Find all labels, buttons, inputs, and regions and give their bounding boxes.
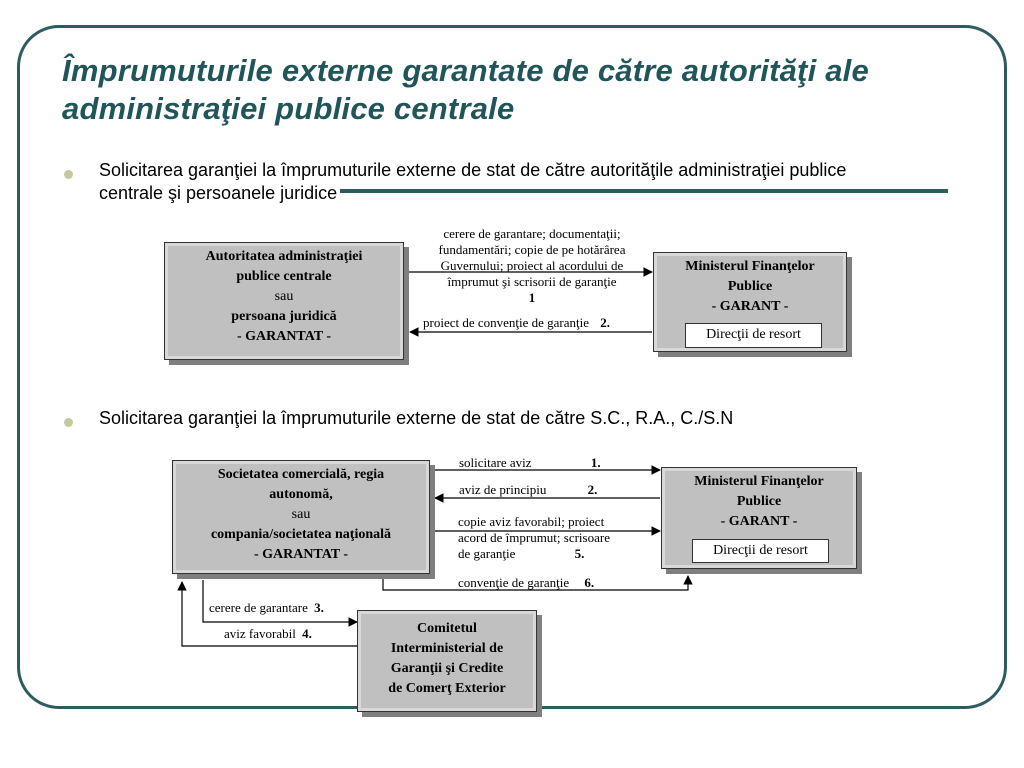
d1-left-line4: persoana juridică — [231, 309, 337, 324]
d2-bottom-line1: Comitetul — [417, 621, 477, 636]
d2-a2-text: aviz de principiu — [459, 482, 547, 497]
d1-right-line1: Ministerul Finanţelor — [685, 259, 815, 274]
d2-a5-label — [458, 514, 610, 562]
d2-guaranteed-box — [172, 460, 430, 574]
d2-a1-text: solicitare aviz — [459, 455, 532, 470]
d2-a2-label — [459, 482, 597, 498]
d2-a3-text: cerere de garantare — [209, 600, 308, 615]
d1-guaranteed-box — [164, 242, 404, 360]
d1-convention-label — [423, 315, 610, 331]
bullet-2-text: Solicitarea garanţiei la împrumuturile externe de stat de către S.C., R.A., C./S.N — [99, 408, 734, 428]
d2-a3-label — [209, 600, 324, 616]
d2-a4-text: aviz favorabil — [224, 626, 296, 641]
d2-a5-line2: acord de împrumut; scrisoare — [458, 530, 610, 545]
d2-left-line4: compania/societatea naţională — [210, 527, 392, 542]
d2-left-line2: autonomă, — [269, 487, 333, 502]
d2-a4-label — [224, 626, 312, 642]
d2-a1-label — [459, 455, 601, 471]
d2-left-line5: - GARANTAT - — [253, 547, 349, 562]
d2-a5-line1: copie aviz favorabil; proiect — [458, 514, 605, 529]
d2-bottom-line3: Garanţii şi Credite — [390, 661, 504, 676]
d2-a6-label — [458, 575, 594, 591]
d1-request-label — [412, 226, 652, 306]
d2-right-line3: - GARANT - — [720, 514, 798, 529]
d1-request-line1: cerere de garantare; documentaţii; — [443, 226, 621, 241]
d2-a4-number: 4. — [302, 626, 312, 641]
d1-left-line5: - GARANTAT - — [236, 329, 332, 344]
d2-committee-box — [357, 610, 537, 712]
d2-bottom-line4: de Comerţ Exterior — [388, 681, 506, 696]
d2-right-line1: Ministerul Finanţelor — [694, 474, 824, 489]
d1-convention-text: proiect de convenţie de garanţie — [423, 315, 590, 330]
d2-a2-number: 2. — [587, 482, 598, 497]
d2-directorates-box: Direcţii de resort — [692, 539, 829, 563]
bullet-1-text: Solicitarea garanţiei la împrumuturile externe de stat de către autorităţile administraţiei publice centrale şi persoanele juridice — [99, 160, 847, 203]
d1-right-line2: Publice — [727, 279, 773, 294]
d1-directorates-box: Direcţii de resort — [685, 323, 822, 348]
d2-a3-number: 3. — [314, 600, 324, 615]
d2-bottom-line2: Interministerial de — [390, 641, 504, 656]
d1-convention-number: 2. — [600, 315, 611, 330]
d1-request-line2: fundamentări; copie de pe hotărârea — [438, 242, 626, 257]
d1-right-line3: - GARANT - — [711, 299, 789, 314]
d1-left-line2: publice centrale — [236, 269, 332, 284]
slide-title: Împrumuturile externe garantate de către autorităţi ale administraţiei publice centrale — [62, 53, 869, 126]
d2-a6-number: 6. — [584, 575, 595, 590]
d1-request-line4: împrumut şi scrisorii de garanţie — [447, 274, 617, 289]
d2-right-line2: Publice — [736, 494, 782, 509]
d2-a1-number: 1. — [590, 455, 601, 470]
d2-left-line1: Societatea comercială, regia — [217, 467, 385, 482]
d2-left-line3: sau — [291, 507, 311, 522]
d2-a5-number: 5. — [574, 546, 585, 561]
d2-a5-line3: de garanţie — [458, 546, 516, 561]
d2-a6-text: convenţie de garanţie — [458, 575, 570, 590]
d1-left-line3: sau — [274, 289, 294, 304]
d1-request-line3: Guvernului; proiect al acordului de — [440, 258, 624, 273]
d1-left-line1: Autoritatea administraţiei — [205, 249, 363, 264]
d1-request-number: 1 — [528, 290, 536, 305]
